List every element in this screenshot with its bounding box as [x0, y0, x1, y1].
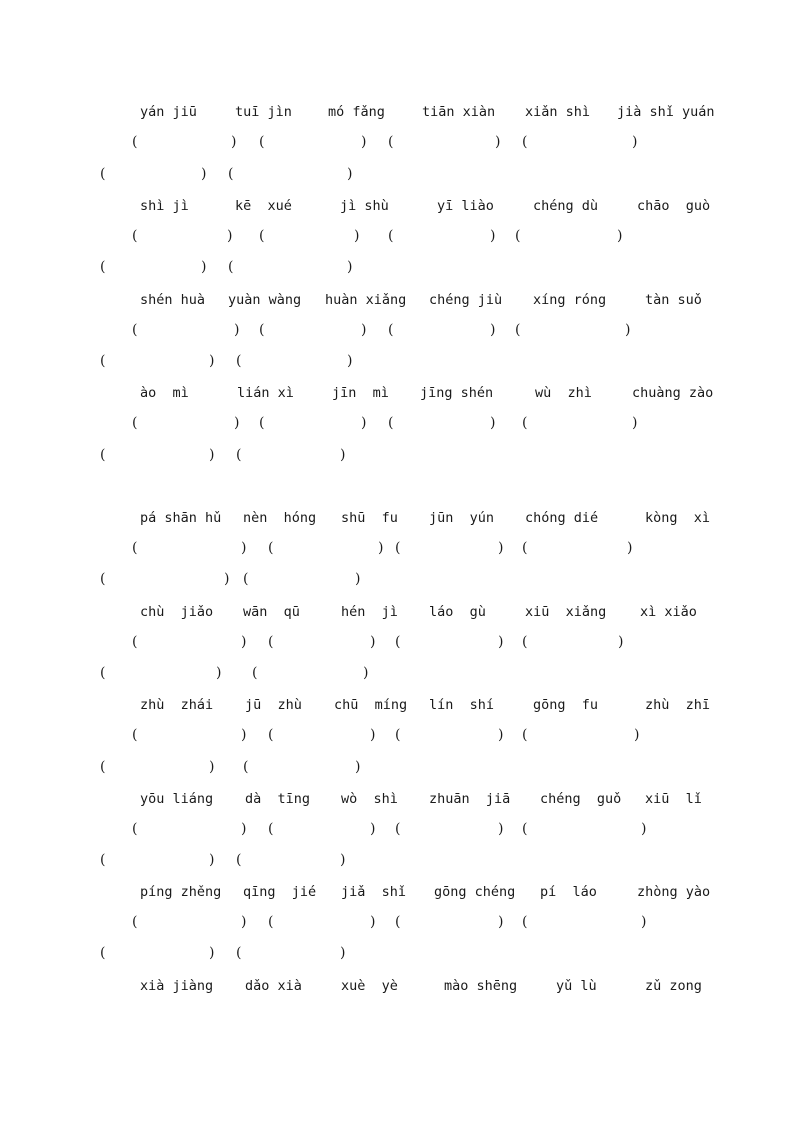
- answer-bracket-close: ): [227, 228, 233, 244]
- answer-blank[interactable]: [405, 819, 496, 839]
- answer-bracket-open: (: [268, 914, 274, 930]
- answer-bracket-close: ): [216, 665, 222, 681]
- answer-bracket-close: ): [209, 447, 215, 463]
- answer-blank[interactable]: [532, 413, 630, 433]
- answer-bracket-close: ): [241, 914, 247, 930]
- answer-bracket-open: (: [132, 634, 138, 650]
- answer-row: [0, 320, 794, 342]
- answer-bracket-close: ): [490, 228, 496, 244]
- answer-bracket-open: (: [268, 540, 274, 556]
- answer-bracket-close: ): [634, 727, 640, 743]
- answer-bracket-close: ): [370, 634, 376, 650]
- answer-bracket-close: ): [498, 914, 504, 930]
- answer-bracket-close: ): [347, 166, 353, 182]
- pinyin-word: nèn hóng: [243, 510, 317, 526]
- pinyin-word: zhù zhī: [645, 697, 711, 713]
- answer-bracket-close: ): [625, 322, 631, 338]
- answer-blank[interactable]: [246, 445, 338, 465]
- answer-bracket-open: (: [522, 914, 528, 930]
- answer-bracket-open: (: [100, 759, 106, 775]
- answer-bracket-close: ): [498, 634, 504, 650]
- answer-row: [0, 351, 794, 373]
- answer-bracket-open: (: [395, 914, 401, 930]
- pinyin-word: jià shǐ yuán: [617, 104, 715, 120]
- answer-bracket-open: (: [259, 415, 265, 431]
- answer-blank[interactable]: [532, 632, 616, 652]
- pinyin-word: tuī jìn: [235, 104, 292, 120]
- answer-bracket-open: (: [388, 134, 394, 150]
- answer-bracket-close: ): [231, 134, 237, 150]
- answer-bracket-open: (: [132, 821, 138, 837]
- pinyin-word: chù jiǎo: [140, 604, 214, 620]
- answer-row: [0, 912, 794, 934]
- answer-blank[interactable]: [238, 164, 345, 184]
- answer-bracket-open: (: [395, 634, 401, 650]
- answer-blank[interactable]: [269, 132, 359, 152]
- pinyin-word: gōng chéng: [434, 884, 516, 900]
- answer-bracket-close: ): [498, 821, 504, 837]
- pinyin-word: chéng guǒ: [540, 791, 622, 807]
- answer-bracket-open: (: [100, 447, 106, 463]
- answer-blank[interactable]: [110, 569, 222, 589]
- pinyin-row: [0, 102, 794, 124]
- answer-blank[interactable]: [405, 538, 496, 558]
- pinyin-word: xì xiǎo: [640, 604, 697, 620]
- answer-row: [0, 725, 794, 747]
- answer-bracket-open: (: [243, 759, 249, 775]
- answer-blank[interactable]: [253, 757, 353, 777]
- pinyin-row: [0, 290, 794, 312]
- pinyin-row: [0, 383, 794, 405]
- answer-bracket-open: (: [395, 540, 401, 556]
- answer-bracket-open: (: [228, 166, 234, 182]
- pinyin-word: lián xì: [237, 385, 294, 401]
- answer-blank[interactable]: [253, 569, 353, 589]
- answer-blank[interactable]: [405, 725, 496, 745]
- pinyin-word: jū zhù: [245, 697, 302, 713]
- pinyin-word: tàn suǒ: [645, 292, 702, 308]
- answer-row: [0, 850, 794, 872]
- answer-row: [0, 132, 794, 154]
- answer-bracket-close: ): [641, 821, 647, 837]
- answer-bracket-close: ): [632, 134, 638, 150]
- answer-bracket-close: ): [490, 322, 496, 338]
- answer-bracket-close: ): [241, 727, 247, 743]
- pinyin-word: jiǎ shǐ: [341, 884, 407, 900]
- answer-blank[interactable]: [269, 413, 359, 433]
- pinyin-word: dà tīng: [245, 791, 311, 807]
- answer-bracket-open: (: [100, 166, 106, 182]
- answer-bracket-open: (: [522, 134, 528, 150]
- answer-bracket-open: (: [100, 945, 106, 961]
- answer-bracket-open: (: [259, 322, 265, 338]
- pinyin-word: yuàn wàng: [228, 292, 302, 308]
- answer-bracket-close: ): [201, 166, 207, 182]
- pinyin-word: chéng jiù: [429, 292, 503, 308]
- answer-bracket-open: (: [243, 571, 249, 587]
- answer-bracket-close: ): [361, 415, 367, 431]
- pinyin-word: tiān xiàn: [422, 104, 496, 120]
- answer-blank[interactable]: [278, 632, 368, 652]
- answer-bracket-open: (: [132, 914, 138, 930]
- pinyin-word: jì shù: [340, 198, 389, 214]
- answer-bracket-open: (: [132, 727, 138, 743]
- answer-blank[interactable]: [142, 725, 239, 745]
- answer-row: [0, 257, 794, 279]
- answer-blank[interactable]: [525, 320, 623, 340]
- answer-bracket-close: ): [498, 727, 504, 743]
- pinyin-word: láo gù: [429, 604, 486, 620]
- answer-bracket-close: ): [209, 852, 215, 868]
- pinyin-row: [0, 882, 794, 904]
- answer-bracket-open: (: [259, 134, 265, 150]
- answer-bracket-open: (: [100, 259, 106, 275]
- answer-bracket-close: ): [347, 259, 353, 275]
- answer-blank[interactable]: [532, 819, 639, 839]
- pinyin-word: jīng shén: [420, 385, 494, 401]
- answer-bracket-open: (: [388, 322, 394, 338]
- pinyin-row: [0, 196, 794, 218]
- answer-bracket-close: ): [361, 322, 367, 338]
- answer-blank[interactable]: [110, 164, 199, 184]
- answer-bracket-close: ): [241, 540, 247, 556]
- answer-blank[interactable]: [525, 226, 615, 246]
- answer-bracket-open: (: [268, 634, 274, 650]
- answer-bracket-open: (: [268, 727, 274, 743]
- pinyin-word: chāo guò: [637, 198, 711, 214]
- answer-blank[interactable]: [405, 632, 496, 652]
- answer-blank[interactable]: [142, 413, 232, 433]
- answer-bracket-open: (: [236, 353, 242, 369]
- answer-bracket-close: ): [234, 322, 240, 338]
- answer-row: [0, 757, 794, 779]
- pinyin-word: xià jiàng: [140, 978, 214, 994]
- pinyin-word: shū fu: [341, 510, 398, 526]
- pinyin-word: píng zhěng: [140, 884, 222, 900]
- answer-blank[interactable]: [110, 943, 207, 963]
- answer-row: [0, 569, 794, 591]
- answer-bracket-open: (: [522, 634, 528, 650]
- answer-bracket-close: ): [490, 415, 496, 431]
- pinyin-word: chū míng: [334, 697, 408, 713]
- answer-blank[interactable]: [398, 226, 488, 246]
- answer-blank[interactable]: [262, 663, 361, 683]
- pinyin-word: yī liào: [437, 198, 494, 214]
- answer-bracket-open: (: [259, 228, 265, 244]
- answer-blank[interactable]: [278, 912, 368, 932]
- pinyin-word: yǔ lù: [556, 978, 597, 994]
- answer-bracket-open: (: [515, 228, 521, 244]
- answer-bracket-close: ): [495, 134, 501, 150]
- answer-row: [0, 413, 794, 435]
- answer-bracket-open: (: [100, 852, 106, 868]
- answer-blank[interactable]: [278, 819, 368, 839]
- answer-bracket-close: ): [618, 634, 624, 650]
- answer-bracket-close: ): [498, 540, 504, 556]
- answer-blank[interactable]: [142, 819, 239, 839]
- pinyin-word: jūn yún: [429, 510, 495, 526]
- answer-bracket-open: (: [132, 540, 138, 556]
- answer-bracket-open: (: [132, 322, 138, 338]
- pinyin-word: gōng fu: [533, 697, 599, 713]
- answer-blank[interactable]: [142, 632, 239, 652]
- answer-row: [0, 445, 794, 467]
- answer-bracket-open: (: [236, 945, 242, 961]
- answer-bracket-open: (: [132, 415, 138, 431]
- answer-blank[interactable]: [532, 725, 632, 745]
- pinyin-word: jīn mì: [332, 385, 389, 401]
- pinyin-row: [0, 976, 794, 998]
- pinyin-word: shén huà: [140, 292, 206, 308]
- answer-bracket-open: (: [388, 415, 394, 431]
- pinyin-word: wān qū: [243, 604, 300, 620]
- answer-blank[interactable]: [398, 413, 488, 433]
- answer-bracket-open: (: [132, 134, 138, 150]
- answer-blank[interactable]: [110, 663, 214, 683]
- answer-bracket-close: ): [201, 259, 207, 275]
- answer-blank[interactable]: [110, 257, 199, 277]
- answer-bracket-open: (: [236, 852, 242, 868]
- pinyin-word: xiū xiǎng: [525, 604, 607, 620]
- answer-bracket-close: ): [370, 821, 376, 837]
- answer-bracket-close: ): [340, 447, 346, 463]
- answer-blank[interactable]: [278, 538, 376, 558]
- pinyin-word: pá shān hǔ: [140, 510, 222, 526]
- answer-bracket-close: ): [355, 759, 361, 775]
- pinyin-word: yōu liáng: [140, 791, 214, 807]
- answer-bracket-open: (: [132, 228, 138, 244]
- answer-blank[interactable]: [142, 912, 239, 932]
- answer-bracket-close: ): [354, 228, 360, 244]
- pinyin-word: dǎo xià: [245, 978, 302, 994]
- answer-bracket-close: ): [241, 634, 247, 650]
- pinyin-word: mó fǎng: [328, 104, 385, 120]
- pinyin-word: xíng róng: [533, 292, 607, 308]
- pinyin-word: lín shí: [429, 697, 495, 713]
- pinyin-row: [0, 789, 794, 811]
- pinyin-word: kē xué: [235, 198, 292, 214]
- answer-row: [0, 943, 794, 965]
- answer-bracket-open: (: [100, 353, 106, 369]
- answer-blank[interactable]: [110, 850, 207, 870]
- pinyin-word: wò shì: [341, 791, 398, 807]
- pinyin-word: xuè yè: [341, 978, 398, 994]
- answer-bracket-close: ): [209, 945, 215, 961]
- answer-bracket-close: ): [363, 665, 369, 681]
- answer-bracket-open: (: [522, 727, 528, 743]
- pinyin-row: [0, 695, 794, 717]
- answer-bracket-open: (: [100, 571, 106, 587]
- pinyin-word: huàn xiǎng: [325, 292, 407, 308]
- answer-row: [0, 538, 794, 560]
- answer-bracket-open: (: [522, 821, 528, 837]
- answer-blank[interactable]: [398, 320, 488, 340]
- answer-bracket-close: ): [234, 415, 240, 431]
- pinyin-word: qīng jié: [243, 884, 317, 900]
- answer-bracket-open: (: [395, 727, 401, 743]
- answer-bracket-close: ): [370, 727, 376, 743]
- answer-blank[interactable]: [246, 850, 338, 870]
- pinyin-word: zhuān jiā: [429, 791, 511, 807]
- pinyin-word: zhù zhái: [140, 697, 214, 713]
- pinyin-word: yán jiū: [140, 104, 197, 120]
- answer-bracket-close: ): [627, 540, 633, 556]
- pinyin-word: xiū lǐ: [645, 791, 702, 807]
- answer-bracket-close: ): [355, 571, 361, 587]
- answer-blank[interactable]: [246, 351, 345, 371]
- answer-bracket-close: ): [641, 914, 647, 930]
- answer-bracket-close: ): [241, 821, 247, 837]
- answer-bracket-close: ): [340, 852, 346, 868]
- answer-row: [0, 663, 794, 685]
- answer-row: [0, 632, 794, 654]
- answer-row: [0, 164, 794, 186]
- answer-bracket-close: ): [361, 134, 367, 150]
- answer-blank[interactable]: [246, 943, 338, 963]
- answer-blank[interactable]: [532, 132, 630, 152]
- pinyin-word: xiǎn shì: [525, 104, 591, 120]
- answer-blank[interactable]: [269, 320, 359, 340]
- pinyin-word: pí láo: [540, 884, 597, 900]
- pinyin-row: [0, 602, 794, 624]
- pinyin-word: zhòng yào: [637, 884, 711, 900]
- answer-bracket-close: ): [209, 353, 215, 369]
- pinyin-word: kòng xì: [645, 510, 711, 526]
- answer-bracket-close: ): [340, 945, 346, 961]
- answer-bracket-open: (: [228, 259, 234, 275]
- pinyin-word: zǔ zong: [645, 978, 702, 994]
- answer-bracket-open: (: [522, 540, 528, 556]
- answer-bracket-open: (: [522, 415, 528, 431]
- pinyin-word: ào mì: [140, 385, 189, 401]
- answer-bracket-close: ): [209, 759, 215, 775]
- pinyin-word: wù zhì: [535, 385, 592, 401]
- answer-blank[interactable]: [532, 538, 625, 558]
- answer-blank[interactable]: [142, 538, 239, 558]
- answer-row: [0, 226, 794, 248]
- answer-bracket-close: ): [617, 228, 623, 244]
- answer-blank[interactable]: [405, 912, 496, 932]
- answer-blank[interactable]: [238, 257, 345, 277]
- answer-bracket-open: (: [395, 821, 401, 837]
- answer-bracket-open: (: [515, 322, 521, 338]
- answer-blank[interactable]: [398, 132, 493, 152]
- answer-blank[interactable]: [110, 445, 207, 465]
- pinyin-word: chóng dié: [525, 510, 599, 526]
- pinyin-row: [0, 508, 794, 530]
- answer-blank[interactable]: [532, 912, 639, 932]
- answer-blank[interactable]: [142, 226, 225, 246]
- pinyin-word: mào shēng: [444, 978, 518, 994]
- pinyin-word: shì jì: [140, 198, 189, 214]
- answer-bracket-open: (: [388, 228, 394, 244]
- answer-bracket-close: ): [370, 914, 376, 930]
- answer-bracket-close: ): [632, 415, 638, 431]
- answer-bracket-close: ): [224, 571, 230, 587]
- answer-bracket-open: (: [252, 665, 258, 681]
- answer-blank[interactable]: [110, 351, 207, 371]
- answer-blank[interactable]: [142, 320, 232, 340]
- answer-blank[interactable]: [269, 226, 352, 246]
- answer-blank[interactable]: [278, 725, 368, 745]
- answer-bracket-close: ): [347, 353, 353, 369]
- pinyin-word: hén jì: [341, 604, 398, 620]
- answer-bracket-open: (: [236, 447, 242, 463]
- answer-blank[interactable]: [142, 132, 229, 152]
- answer-bracket-open: (: [100, 665, 106, 681]
- answer-bracket-open: (: [268, 821, 274, 837]
- answer-row: [0, 819, 794, 841]
- pinyin-word: chéng dù: [533, 198, 599, 214]
- answer-bracket-close: ): [378, 540, 384, 556]
- answer-blank[interactable]: [110, 757, 207, 777]
- pinyin-word: chuàng zào: [632, 385, 714, 401]
